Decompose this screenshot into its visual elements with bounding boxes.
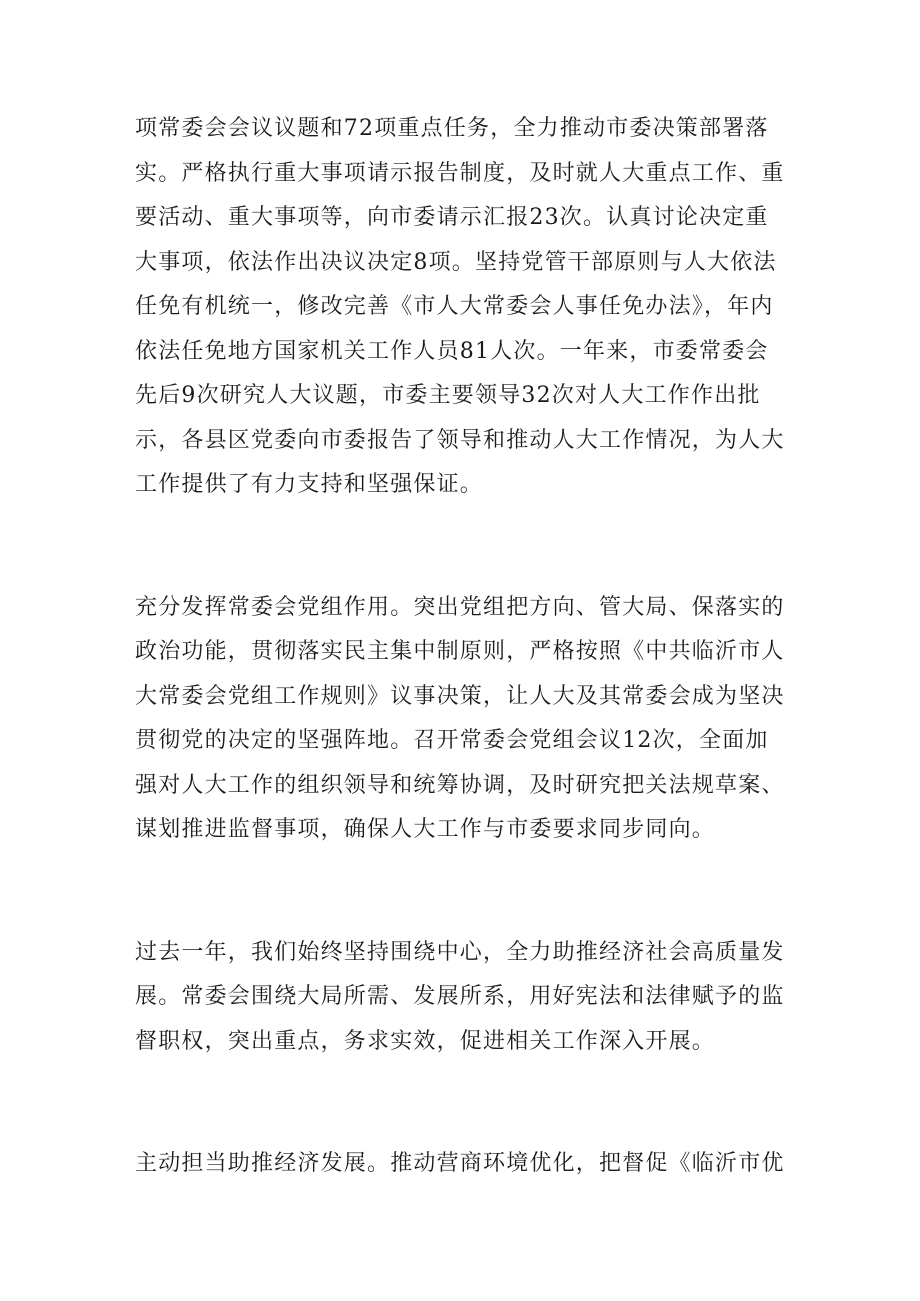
text-line: 大常委会党组工作规则》议事决策，让人大及其常委会成为坚决: [135, 683, 785, 709]
text-line: 政治功能，贯彻落实民主集中制原则，严格按照《中共临沂市人: [135, 639, 785, 664]
text-line: 实。严格执行重大事项请示报告制度，及时就人大重点工作、重: [135, 160, 785, 186]
text-line: 过去一年，我们始终坚持围绕中心，全力助推经济社会高质量发: [135, 939, 785, 965]
text-line: 充分发挥常委会党组作用。突出党组把方向、管大局、保落实的: [135, 594, 785, 620]
text-line: 展。常委会围绕大局所需、发展所系，用好宪法和法律赋予的监: [135, 984, 785, 1009]
text-line: 先后9次研究人大议题，市委主要领导32次对人大工作作出批: [135, 383, 761, 408]
paragraph-gap: [135, 508, 790, 586]
paragraph-4: [135, 1142, 790, 1187]
text-line: 任免有机统一，修改完善《市人大常委会人事任免办法》，年内: [135, 294, 774, 319]
text-line: 工作提供了有力支持和坚强保证。: [135, 472, 484, 497]
text-line: 示，各县区党委向市委报告了领导和推动人大工作情况，为人大: [135, 427, 785, 453]
text-line: 主动担当助推经济发展。推动营商环境优化，把督促《临沂市优: [135, 1151, 785, 1176]
text-line: 依法任免地方国家机关工作人员81人次。一年来，市委常委会: [135, 338, 769, 364]
text-line: 督职权，突出重点，务求实效，促进相关工作深入开展。: [135, 1028, 716, 1054]
text-line: 强对人大工作的组织领导和统筹协调，及时研究把关法规草案、: [135, 772, 785, 798]
paragraph-gap: [135, 1064, 790, 1142]
document-body: [135, 107, 790, 1187]
paragraph-2: [135, 586, 790, 853]
text-line: 要活动、重大事项等，向市委请示汇报23次。认真讨论决定重: [135, 205, 769, 230]
text-line: 大事项，依法作出决议决定8项。坚持党管干部原则与人大依法: [135, 249, 777, 275]
paragraph-gap: [135, 853, 790, 931]
text-line: 项常委会会议议题和72项重点任务，全力推动市委决策部署落: [135, 116, 769, 141]
paragraph-3: [135, 931, 790, 1065]
paragraph-1: [135, 107, 790, 508]
text-line: 贯彻党的决定的坚强阵地。召开常委会党组会议12次，全面加: [135, 728, 769, 753]
text-line: 谋划推进监督事项，确保人大工作与市委要求同步同向。: [135, 817, 716, 842]
